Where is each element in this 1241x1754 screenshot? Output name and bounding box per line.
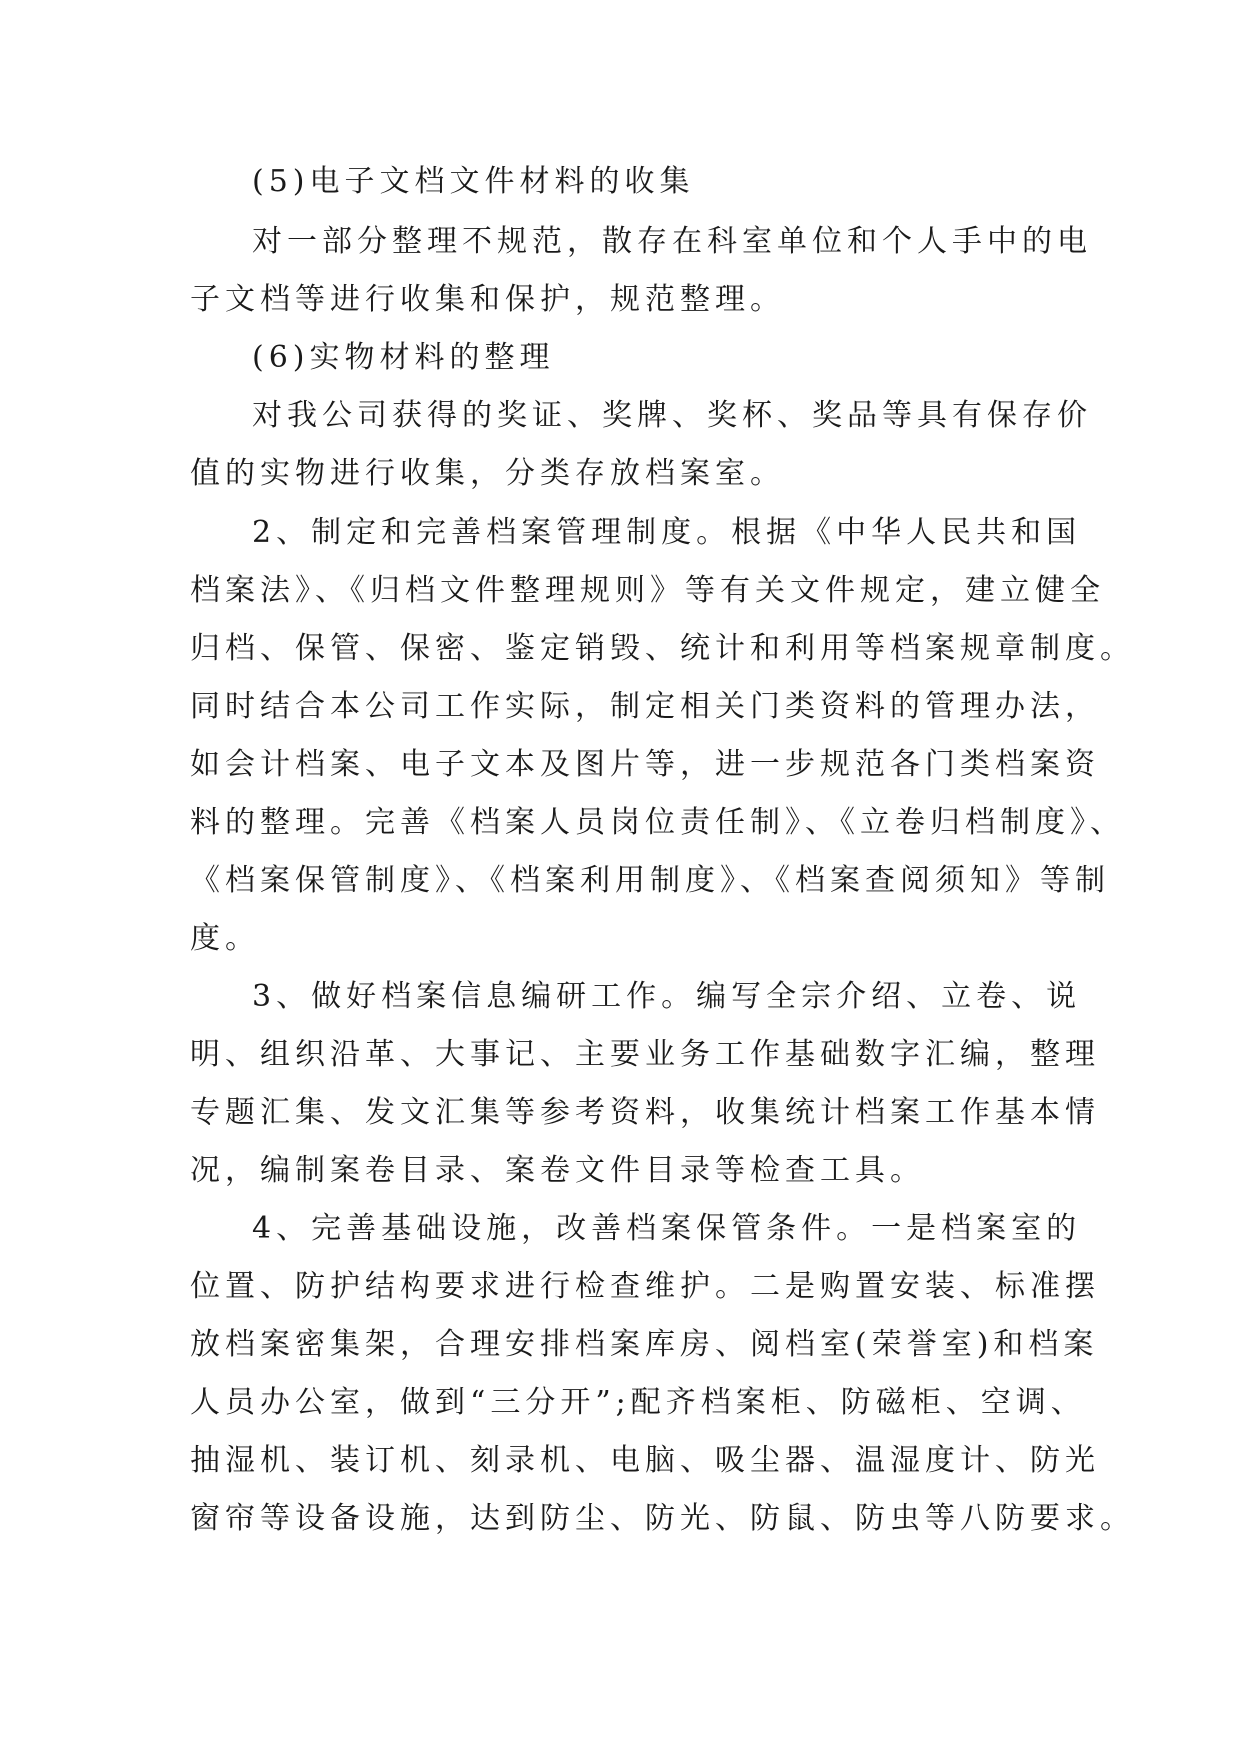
paragraph-line: 放档案密集架，合理安排档案库房、阅档室(荣誉室)和档案 bbox=[190, 1327, 1099, 1362]
paragraph-line: 值的实物进行收集，分类存放档案室。 bbox=[190, 456, 785, 491]
paragraph-line: 况，编制案卷目录、案卷文件目录等检查工具。 bbox=[190, 1153, 925, 1188]
paragraph-line: 同时结合本公司工作实际，制定相关门类资料的管理办法， bbox=[190, 689, 1100, 724]
paragraph-line: 3、做好档案信息编研工作。编写全宗介绍、立卷、说 bbox=[252, 979, 1082, 1014]
paragraph-line: 对一部分整理不规范，散存在科室单位和个人手中的电 bbox=[252, 224, 1092, 259]
paragraph-line: 4、完善基础设施，改善档案保管条件。一是档案室的 bbox=[252, 1211, 1082, 1246]
paragraph-line: 《档案保管制度》、《档案利用制度》、《档案查阅须知》等制 bbox=[190, 863, 1110, 898]
paragraph-line: 窗帘等设备设施，达到防尘、防光、防鼠、防虫等八防要求。 bbox=[190, 1501, 1135, 1536]
paragraph-line: 抽湿机、装订机、刻录机、电脑、吸尘器、温湿度计、防光 bbox=[190, 1443, 1100, 1478]
paragraph-line: 如会计档案、电子文本及图片等，进一步规范各门类档案资 bbox=[190, 747, 1100, 782]
heading-physical-materials: (6)实物材料的整理 bbox=[252, 340, 555, 375]
heading-electronic-docs: (5)电子文档文件材料的收集 bbox=[252, 164, 695, 199]
paragraph-line: 2、制定和完善档案管理制度。根据《中华人民共和国 bbox=[252, 515, 1082, 550]
paragraph-line: 专题汇集、发文汇集等参考资料，收集统计档案工作基本情 bbox=[190, 1095, 1100, 1130]
paragraph-line: 归档、保管、保密、鉴定销毁、统计和利用等档案规章制度。 bbox=[190, 631, 1135, 666]
paragraph-line: 位置、防护结构要求进行检查维护。二是购置安装、标准摆 bbox=[190, 1269, 1100, 1304]
paragraph-line: 人员办公室，做到“三分开”;配齐档案柜、防磁柜、空调、 bbox=[190, 1385, 1086, 1420]
paragraph-line: 对我公司获得的奖证、奖牌、奖杯、奖品等具有保存价 bbox=[252, 398, 1092, 433]
paragraph-line: 料的整理。完善《档案人员岗位责任制》、《立卷归档制度》、 bbox=[190, 805, 1125, 840]
paragraph-line: 子文档等进行收集和保护，规范整理。 bbox=[190, 282, 785, 317]
paragraph-line: 档案法》、《归档文件整理规则》等有关文件规定，建立健全 bbox=[190, 573, 1105, 608]
paragraph-line: 度。 bbox=[190, 921, 260, 956]
paragraph-line: 明、组织沿革、大事记、主要业务工作基础数字汇编，整理 bbox=[190, 1037, 1100, 1072]
